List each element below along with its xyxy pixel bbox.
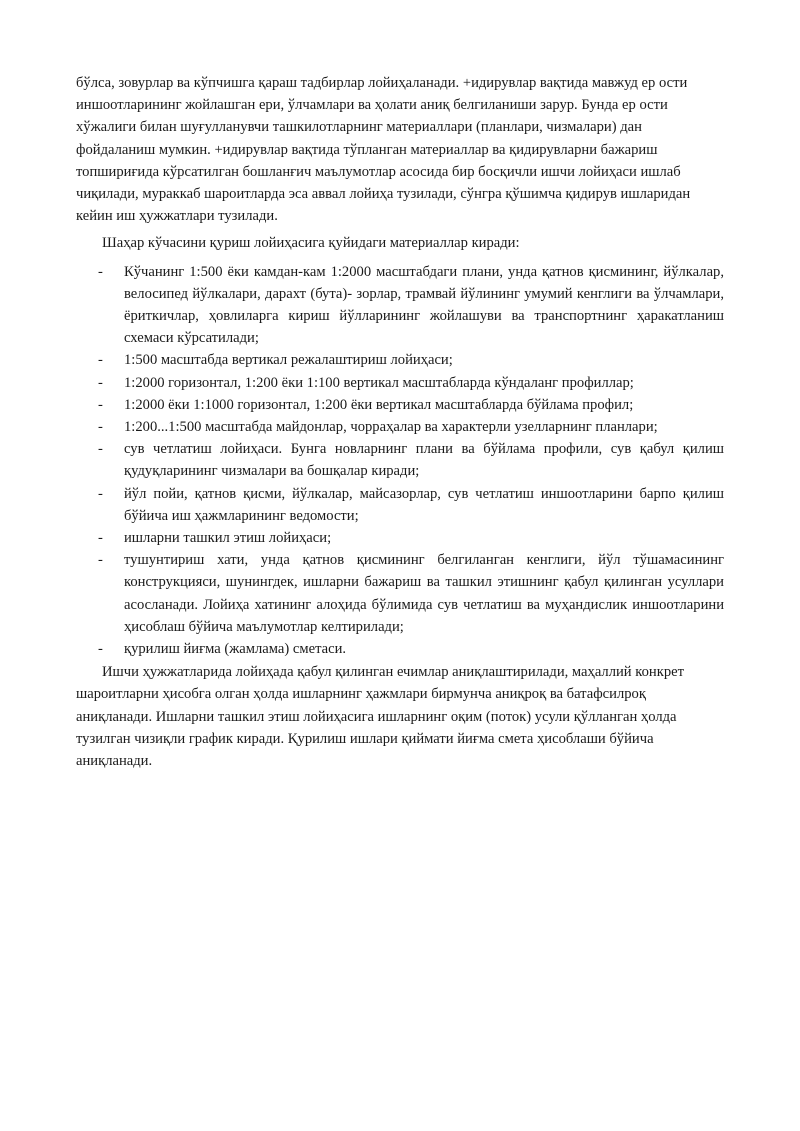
dash-bullet: - bbox=[98, 530, 103, 547]
list-intro: Шаҳар кўчасини қуриш лойиҳасига қуйидаги материаллар киради: bbox=[102, 235, 520, 252]
list-item-text: ишларни ташкил этиш лойиҳаси; bbox=[124, 530, 332, 547]
list-item bbox=[76, 394, 724, 416]
list-item-text: 1:2000 горизонтал, 1:200 ёки 1:100 вертикал масштабларда кўндаланг профиллар; bbox=[124, 374, 634, 391]
list-item-text: қурилиш йиғма (жамлама) сметаси. bbox=[124, 641, 347, 658]
dash-bullet: - bbox=[98, 396, 103, 413]
paragraph-survey-materials: бўлса, зовурлар ва кўпчишга қараш тадбирлар лойиҳаланади. +идирувлар вақтида мавжуд ер ости иншоотларининг жойлашган ери, ўлчамлари ва ҳолати аниқ белгиланиши зарур. Бунда ер ости хўжалиги билан шуғулланувчи ташкилотларнинг материаллари (планлари, чизмалари) дан фойдаланиш мумкин. +идирувлар вақтида тўпланган материаллар ва қидирувларни бажариш топшириғида кўрсатилган бошланғич маълумотлар асосида бир босқичли ишчи лойиҳаси ишлаб чиқилади, мураккаб шароитларда эса аввал лойиҳа тузилади, сўнгра қўшимча қидирув ишларидан кейин иш ҳужжатлари тузилади. bbox=[76, 75, 691, 225]
document-page bbox=[76, 72, 724, 772]
paragraph-working-documents: Ишчи ҳужжатларида лойиҳада қабул қилинган ечимлар аниқлаштирилади, маҳаллий конкрет шароитларни ҳисобга олган ҳолда ишларнинг ҳажмлари бирмунча аниқроқ ва батафсилроқ аниқланади. Ишларни ташкил этиш лойиҳасига ишларнинг оқим (поток) усули қўлланган ҳолда тузилган чизиқли график киради. Қурилиш ишлари қиймати йиғма смета ҳисоблаши бўйича аниқланади. bbox=[76, 664, 684, 770]
dash-bullet: - bbox=[98, 419, 103, 436]
list-item-text: йўл пойи, қатнов қисми, йўлкалар, майсазорлар, сув четлатиш иншоотларини барпо қилиш бўйича иш ҳажмларининг ведомости; bbox=[124, 485, 724, 524]
dash-bullet: - bbox=[98, 441, 103, 458]
dash-bullet: - bbox=[98, 263, 103, 280]
list-item-text: 1:200...1:500 масштабда майдонлар, чорраҳалар ва характерли узелларнинг планлари; bbox=[124, 419, 658, 436]
dash-bullet: - bbox=[98, 641, 103, 658]
list-item-text: 1:500 масштабда вертикал режалаштириш лойиҳаси; bbox=[124, 352, 453, 369]
list-item bbox=[76, 416, 724, 438]
list-item bbox=[76, 483, 724, 527]
dash-bullet: - bbox=[98, 485, 103, 502]
dash-bullet: - bbox=[98, 352, 103, 369]
list-item-text: сув четлатиш лойиҳаси. Бунга новларнинг плани ва бўйлама профили, сув қабул қилиш қудуқларининг чизмалари ва бошқалар киради; bbox=[124, 441, 724, 480]
dash-bullet: - bbox=[98, 552, 103, 569]
list-item bbox=[76, 549, 724, 638]
list-item-text: тушунтириш хати, унда қатнов қисмининг белгиланган кенглиги, йўл тўшамасининг конструкцияси, шунингдек, ишларни бажариш ва ташкил этишнинг қабул қилинган усуллари асосланади. Лойиҳа хатининг алоҳида бўлимида сув четлатиш ва муҳандислик иншоотларини ҳисоблаш бўйича маълумотлар келтирилади; bbox=[124, 552, 724, 635]
list-item-text: 1:2000 ёки 1:1000 горизонтал, 1:200 ёки вертикал масштабларда бўйлама профил; bbox=[124, 396, 634, 413]
list-item bbox=[76, 438, 724, 482]
list-item-text: Кўчанинг 1:500 ёки камдан-кам 1:2000 масштабдаги плани, унда қатнов қисмининг, йўлкалар, велосипед йўлкалари, дарахт (бута)- зорлар, трамвай йўлининг умумий кенглиги ва ўлчамлари, ёриткичлар, ҳовлиларга кириш йўлларининг жойлашуви ва транспортнинг ҳаракатланиш схемаси кўрсатилади; bbox=[124, 263, 724, 347]
list-item bbox=[76, 527, 724, 549]
list-item bbox=[76, 638, 724, 660]
dash-bullet: - bbox=[98, 374, 103, 391]
list-item bbox=[76, 261, 724, 350]
materials-list bbox=[76, 261, 724, 661]
list-item bbox=[76, 349, 724, 371]
list-item bbox=[76, 372, 724, 394]
